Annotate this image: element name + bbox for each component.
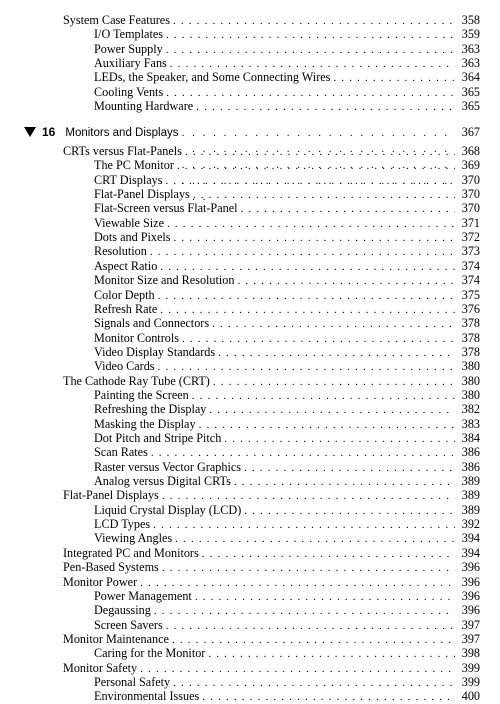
toc-page-number: 365 [455,99,480,113]
toc-entry-title: Monitor Controls [94,331,182,345]
toc-subsection-entry[interactable] [94,56,480,70]
toc-page-number: 359 [455,27,480,41]
toc-entry-title: Viewable Size [94,216,167,230]
toc-entry-title: Flat-Screen versus Flat-Panel [94,201,241,215]
dot-leader [199,418,455,432]
toc-entry-title: LCD Types [94,517,153,531]
dot-leader [182,332,455,346]
toc-page-number: 380 [455,388,480,402]
dot-leader [172,633,455,647]
toc-page-number: 378 [455,345,480,359]
toc-page-number: 380 [455,359,480,373]
dot-leader [153,518,455,532]
toc-entry-title: Cooling Vents [94,85,166,99]
toc-page-number: 383 [455,417,480,431]
dot-leader [170,57,455,71]
toc-subsection-entry[interactable] [94,259,480,273]
toc-entry-title: Mounting Hardware [94,99,196,113]
toc-entry-title: Refreshing the Display [94,402,209,416]
dot-leader [166,619,455,633]
dot-leader [160,303,455,317]
toc-section-entry[interactable] [63,560,480,574]
expand-triangle-icon[interactable] [24,127,36,137]
toc-section-entry[interactable] [63,488,480,502]
toc-entry-title: I/O Templates [94,27,166,41]
toc-page-number: 396 [455,589,480,603]
dot-leader [166,86,455,100]
dot-leader [174,231,455,245]
dot-leader [150,245,455,259]
toc-entry-title: Monitor Safety [63,661,140,675]
toc-page-number: 358 [455,13,480,27]
toc-page-number: 370 [455,187,480,201]
dot-leader [202,547,455,561]
toc-subsection-entry[interactable] [94,517,480,531]
toc-entry-title: Viewing Angles [94,531,175,545]
dot-leader [202,690,455,704]
toc-entry-title: Monitor Power [63,575,140,589]
dot-leader [162,561,455,575]
toc-entry-title: Dot Pitch and Stripe Pitch [94,431,224,445]
dot-leader [158,360,455,374]
dot-leader [165,174,455,188]
toc-page-number: 389 [455,488,480,502]
toc-page-number: 398 [455,646,480,660]
toc-entry-title: Pen-Based Systems [63,560,162,574]
toc-page-number: 372 [455,230,480,244]
toc-subsection-entry[interactable] [94,216,480,230]
toc-page-number: 374 [455,273,480,287]
dot-leader [158,289,455,303]
toc-page-number: 364 [455,70,480,84]
toc-subsection-entry[interactable] [94,85,480,99]
toc-entry-title: Painting the Screen [94,388,192,402]
toc-subsection-entry[interactable] [94,70,480,84]
dot-leader [166,43,455,57]
dot-leader [333,71,455,85]
toc-page-number: 392 [455,517,480,531]
toc-page-number: 394 [455,531,480,545]
dot-leader [173,676,455,690]
dot-leader [192,389,455,403]
toc-page-number: 369 [455,158,480,172]
dot-leader [162,489,455,503]
toc-subsection-entry[interactable] [94,417,480,431]
toc-subsection-entry[interactable] [94,173,480,187]
toc-page-number: 365 [455,85,480,99]
toc-subsection-entry[interactable] [94,244,480,258]
toc-entry-title: CRTs versus Flat-Panels [63,144,185,158]
toc-page-number: 399 [455,661,480,675]
toc-page-number: 386 [455,445,480,459]
toc-subsection-entry[interactable] [94,589,480,603]
dot-leader [234,475,455,489]
toc-subsection-entry[interactable] [94,99,480,113]
dot-leader [218,346,455,360]
toc-subsection-entry[interactable] [94,158,480,172]
toc-entry-title: Flat-Panel Displays [94,187,193,201]
toc-subsection-entry[interactable] [94,531,480,545]
toc-subsection-entry[interactable] [94,646,480,660]
toc-subsection-entry[interactable] [94,288,480,302]
chapter-number: 16 [42,125,56,139]
toc-subsection-entry[interactable] [94,345,480,359]
toc-subsection-entry[interactable] [94,603,480,617]
dot-leader [244,461,455,475]
toc-page-number: 376 [455,302,480,316]
toc-entry-title: Integrated PC and Monitors [63,546,202,560]
toc-entry-title: Personal Safety [94,675,173,689]
toc-page-number: 396 [455,575,480,589]
toc-entry-title: Color Depth [94,288,158,302]
toc-page-number: 382 [455,402,480,416]
dot-leader [160,260,455,274]
toc-section-entry[interactable] [63,661,480,675]
toc-section-entry[interactable] [63,575,480,589]
dot-leader [166,28,455,42]
toc-subsection-entry[interactable] [94,27,480,41]
dot-leader [177,159,455,173]
toc-section-entry[interactable] [63,374,480,388]
dot-leader [195,590,455,604]
toc-entry-title: CRT Displays [94,173,165,187]
toc-entry-title: Environmental Issues [94,689,202,703]
toc-entry-title: Masking the Display [94,417,199,431]
toc-entry-title: The PC Monitor [94,158,177,172]
toc-subsection-entry[interactable] [94,445,480,459]
toc-entry-title: The Cathode Ray Tube (CRT) [63,374,213,388]
dot-leader [173,14,455,28]
toc-page-number: 384 [455,431,480,445]
toc-page-number: 363 [455,42,480,56]
toc-page-number: 396 [455,560,480,574]
toc-subsection-entry[interactable] [94,42,480,56]
toc-entry-title: Scan Rates [94,445,151,459]
toc-entry-title: Video Cards [94,359,158,373]
toc-subsection-entry[interactable] [94,689,480,703]
chapter-title: Monitors and Displays [65,127,179,139]
toc-subsection-entry[interactable] [94,474,480,488]
dot-leader [140,662,455,676]
toc-entry-title: Refresh Rate [94,302,160,316]
chapter-page-number: 367 [461,125,480,139]
dot-leader [140,576,455,590]
toc-subsection-entry[interactable] [94,402,480,416]
toc-entry-title: Auxiliary Fans [94,56,170,70]
dot-leader [224,432,455,446]
dot-leader [209,403,455,417]
toc-subsection-entry[interactable] [94,187,480,201]
toc-entry-title: Degaussing [94,603,154,617]
dot-leader [208,647,455,661]
toc-subsection-entry[interactable] [94,359,480,373]
toc-page-number: 389 [455,503,480,517]
toc-entry-title: Liquid Crystal Display (LCD) [94,503,244,517]
dot-leader [175,532,455,546]
toc-page-number: 397 [455,618,480,632]
toc-entry-title: Analog versus Digital CRTs [94,474,234,488]
chapter-heading[interactable] [24,124,480,140]
dot-leader [151,446,455,460]
toc-page-number: 378 [455,316,480,330]
toc-page-number: 400 [455,689,480,703]
toc-section-entry[interactable] [63,632,480,646]
toc-page-number: 396 [455,603,480,617]
toc-subsection-entry[interactable] [94,388,480,402]
toc-entry-title: Flat-Panel Displays [63,488,162,502]
toc-entry-title: Caring for the Monitor [94,646,208,660]
toc-entry-title: Raster versus Vector Graphics [94,460,244,474]
dot-leader [154,604,455,618]
toc-page-number: 394 [455,546,480,560]
toc-section-entry[interactable] [63,13,480,27]
toc-subsection-entry[interactable] [94,431,480,445]
toc-entry-title: Power Supply [94,42,166,56]
toc-page-number: 386 [455,460,480,474]
dot-leader [167,217,455,231]
toc-entry-title: LEDs, the Speaker, and Some Connecting Wires [94,70,333,84]
toc-subsection-entry[interactable] [94,675,480,689]
toc-entry-title: Aspect Ratio [94,259,160,273]
dot-leader [241,202,455,216]
toc-subsection-entry[interactable] [94,230,480,244]
dot-leader [213,375,455,389]
toc-subsection-entry[interactable] [94,618,480,632]
toc-subsection-entry[interactable] [94,316,480,330]
toc-page-number: 373 [455,244,480,258]
dot-leader [244,504,455,518]
toc-entry-title: System Case Features [63,13,173,27]
toc-subsection-entry[interactable] [94,460,480,474]
toc-subsection-entry[interactable] [94,331,480,345]
dot-leader [196,100,455,114]
toc-entry-title: Dots and Pixels [94,230,174,244]
toc-page-number: 389 [455,474,480,488]
toc-subsection-entry[interactable] [94,302,480,316]
toc-page-number: 397 [455,632,480,646]
dot-leader [193,188,455,202]
dot-leader [185,145,455,159]
toc-entry-title: Power Management [94,589,195,603]
toc-entry-title: Screen Savers [94,618,166,632]
toc-entry-title: Video Display Standards [94,345,218,359]
toc-page-number: 371 [455,216,480,230]
toc-page-number: 363 [455,56,480,70]
toc-page-number: 370 [455,201,480,215]
dot-leader [237,274,455,288]
toc-entry-title: Signals and Connectors [94,316,212,330]
toc-section-entry[interactable] [63,546,480,560]
toc-page-number: 374 [455,259,480,273]
dot-leader [212,317,455,331]
toc-subsection-entry[interactable] [94,273,480,287]
toc-subsection-entry[interactable] [94,503,480,517]
toc-page-number: 375 [455,288,480,302]
toc-entry-title: Monitor Size and Resolution [94,273,237,287]
toc-page-number: 370 [455,173,480,187]
toc-page-number: 399 [455,675,480,689]
toc-subsection-entry[interactable] [94,201,480,215]
toc-entry-title: Resolution [94,244,150,258]
toc-page-number: 378 [455,331,480,345]
toc-section-entry[interactable] [63,144,480,158]
toc-entry-title: Monitor Maintenance [63,632,172,646]
toc-page-number: 368 [455,144,480,158]
toc-page-number: 380 [455,374,480,388]
